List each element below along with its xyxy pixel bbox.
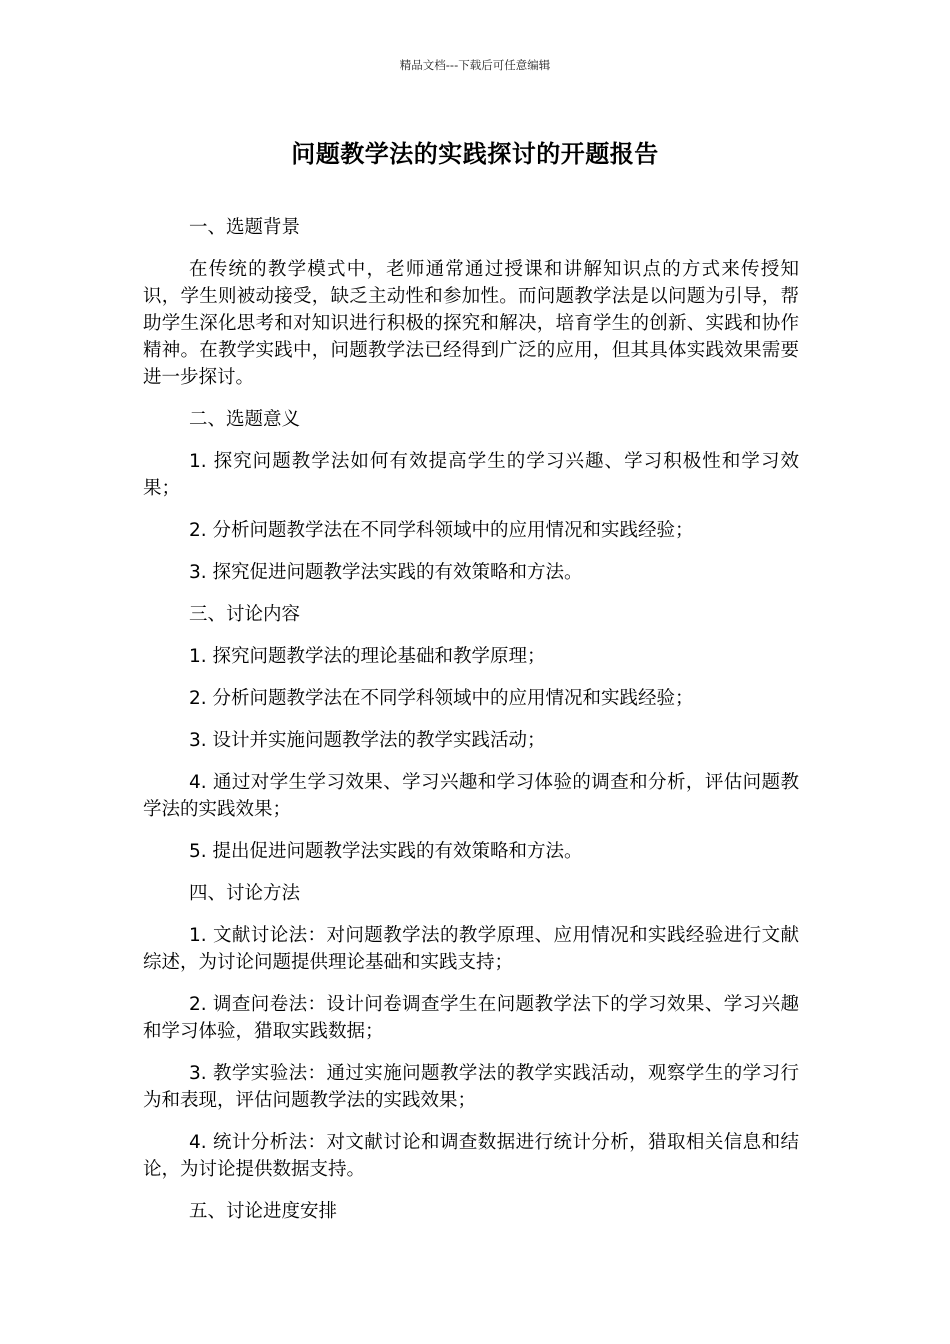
- list-item-content-1: 1. 探究问题教学法的理论基础和教学原理；: [189, 646, 546, 667]
- list-item-content-4: 4. 通过对学生学习效果、学习兴趣和学习体验的调查和分析，评估问题教学法的实践效果；: [143, 772, 799, 820]
- section-heading-methods: 四、讨论方法: [189, 883, 301, 904]
- section-heading-schedule: 五、讨论进度安排: [189, 1201, 338, 1222]
- list-item-content-2: 2. 分析问题教学法在不同学科领域中的应用情况和实践经验；: [189, 688, 694, 709]
- section-heading-significance: 二、选题意义: [189, 409, 301, 430]
- section-heading-background: 一、选题背景: [189, 217, 301, 238]
- list-item-significance-2: 2. 分析问题教学法在不同学科领域中的应用情况和实践经验；: [189, 520, 694, 541]
- list-item-significance-1: 1. 探究问题教学法如何有效提高学生的学习兴趣、学习积极性和学习效果；: [143, 451, 799, 499]
- document-body: [143, 214, 799, 1240]
- section-heading-content: 三、讨论内容: [189, 604, 301, 625]
- list-item-content-3: 3. 设计并实施问题教学法的教学实践活动；: [189, 730, 546, 751]
- list-item-method-4: 4. 统计分析法：对文献讨论和调查数据进行统计分析，猎取相关信息和结论，为讨论提供数据支持。: [143, 1132, 799, 1180]
- paragraph-background: 在传统的教学模式中，老师通常通过授课和讲解知识点的方式来传授知识，学生则被动接受，缺乏主动性和参加性。而问题教学法是以问题为引导，帮助学生深化思考和对知识进行积极的探究和解决，培育学生的创新、实践和协作精神。在教学实践中，问题教学法已经得到广泛的应用，但其具体实践效果需要进一步探讨。: [143, 259, 799, 388]
- list-item-significance-3: 3. 探究促进问题教学法实践的有效策略和方法。: [189, 562, 583, 583]
- list-item-method-3: 3. 教学实验法：通过实施问题教学法的教学实践活动，观察学生的学习行为和表现，评估问题教学法的实践效果；: [143, 1063, 799, 1111]
- list-item-content-5: 5. 提出促进问题教学法实践的有效策略和方法。: [189, 841, 583, 862]
- list-item-method-1: 1. 文献讨论法：对问题教学法的教学原理、应用情况和实践经验进行文献综述，为讨论问题提供理论基础和实践支持；: [143, 925, 799, 973]
- page-header: 精品文档---下载后可任意编辑: [399, 58, 551, 72]
- list-item-method-2: 2. 调查问卷法：设计问卷调查学生在问题教学法下的学习效果、学习兴趣和学习体验，猎取实践数据；: [143, 994, 799, 1042]
- document-title: 问题教学法的实践探讨的开题报告: [291, 140, 659, 168]
